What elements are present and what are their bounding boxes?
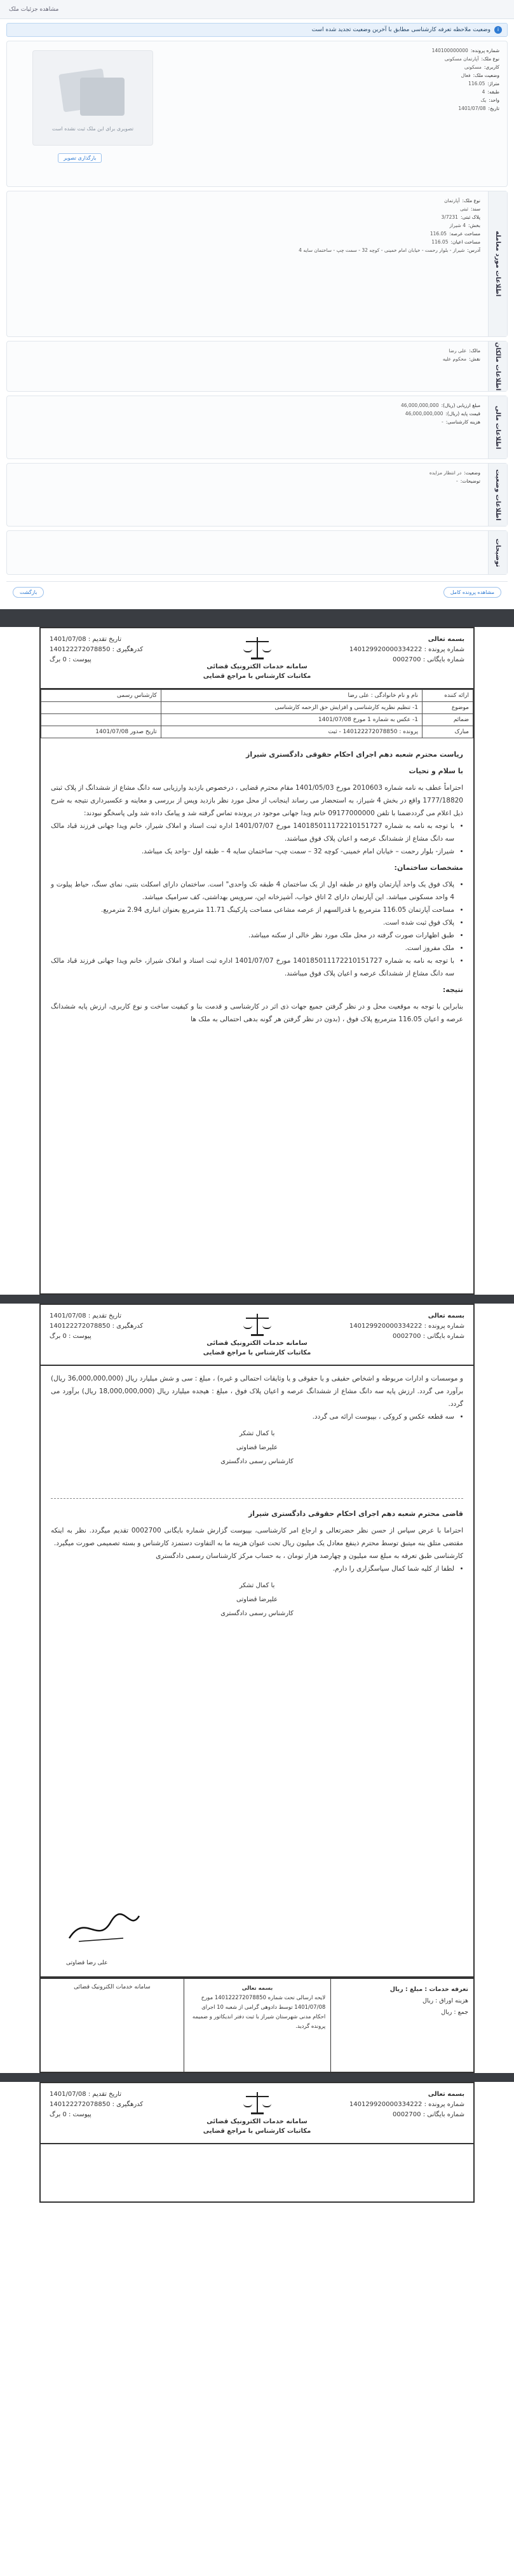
- fee-row-2: جمع : ریال: [441, 2009, 468, 2016]
- status-row: [15, 477, 480, 485]
- status-panel: [6, 463, 508, 527]
- general-value: مسکونی: [464, 64, 482, 70]
- feature-key: مساحت عرصه:: [449, 231, 480, 237]
- meta-cell: پرونده : 140122272078850 - ثبت: [161, 726, 422, 738]
- general-row: [309, 63, 499, 71]
- doc-system-name-3: سامانه خدمات الکترونیک قضائی: [206, 2118, 308, 2125]
- doc-header-3: [41, 2083, 473, 2144]
- sign-label: علی رضا قضاوتی: [66, 1960, 108, 1966]
- owner-row: [15, 347, 480, 355]
- doc-bullets-2: [51, 878, 463, 980]
- feature-value: 4 شیراز: [449, 223, 466, 228]
- fee-mid-title: بسمه تعالی: [241, 1985, 273, 1992]
- feature-value: 116.05: [431, 239, 449, 245]
- finance-key: هزینه کارشناسی:: [445, 419, 480, 425]
- general-row: [309, 71, 499, 79]
- feature-key: مساحت اعیان:: [450, 239, 480, 245]
- sig-thanks: با کمال تشکر: [239, 1430, 275, 1437]
- desc-panel: [6, 530, 508, 575]
- divider: [51, 1498, 463, 1499]
- feature-row: [15, 238, 480, 246]
- general-value: یک: [480, 97, 487, 103]
- doc-correspondence: مکاتبات کارشناس با مراجع قضایی: [203, 673, 311, 680]
- finance-value: -: [442, 419, 443, 425]
- doc-archive-number: شماره بایگانی : 0002700: [392, 656, 464, 663]
- doc-bismillah-3: بسمه تعالی: [428, 2091, 464, 2098]
- finance-key: مبلغ ارزیابی (ریال):: [441, 403, 480, 408]
- doc-attachments-3: پیوست : 0 برگ: [50, 2111, 91, 2118]
- feature-value: شیراز - بلوار رحمت - خیابان امام خمینی - کوچه 32 - سمت چپ - ساختمان سایه 4: [299, 247, 465, 253]
- doc-system-name: سامانه خدمات الکترونیک قضائی: [206, 663, 308, 670]
- fee-strip: [39, 1978, 475, 2073]
- status-value: در انتظار مزایده: [429, 470, 462, 476]
- finance-label: اطلاعات مالی: [488, 396, 507, 458]
- doc-system-name-2: سامانه خدمات الکترونیک قضائی: [206, 1340, 308, 1347]
- doc-bismillah: بسمه تعالی: [428, 636, 464, 643]
- owner-row: [15, 355, 480, 363]
- signature-image: [66, 1906, 142, 1951]
- feature-value: 116.05: [429, 231, 447, 237]
- doc-tracking-code-2: کدرهگیری : 140122272078850: [50, 1323, 144, 1330]
- general-value: 4: [482, 89, 485, 95]
- meta-cell: 1- عکس به شماره 1 مورخ 1401/07/08: [161, 714, 422, 726]
- meta-cell: [41, 702, 161, 714]
- owners-label: اطلاعات مالکان: [488, 341, 507, 391]
- page-gap-2: [0, 2073, 514, 2082]
- general-row: [309, 79, 499, 88]
- feature-key: سند:: [470, 206, 480, 212]
- document-page-3: [39, 2082, 475, 2203]
- desc-label: توضیحات: [488, 531, 507, 574]
- doc-bullet: • شیراز- بلوار رحمت – خیابان امام خمینی- کوچه 32 – سمت چپ- ساختمان سایه 4 – طبقه اول –واحد یک میباشد.: [51, 845, 454, 858]
- doc-specs-title: مشخصات ساختمان:: [394, 864, 463, 872]
- sig2-role: کارشناس رسمی دادگستری: [220, 1610, 294, 1617]
- feature-key: آدرس:: [467, 247, 480, 253]
- doc-correspondence-2: مکاتبات کارشناس با مراجع قضایی: [203, 1349, 311, 1356]
- justice-scale-icon: [243, 2090, 271, 2115]
- status-row: [15, 469, 480, 477]
- feature-key: پلاک ثبتی:: [460, 214, 480, 220]
- doc-para-2b: کارشناسی طبق تعرفه به مبلغ سه میلیون و چهارصد هزار تومان ، به حساب مرکز کارشناسان رسمی دادگستری: [156, 1552, 463, 1560]
- document-page-2: [39, 1304, 475, 1978]
- doc-para-2: احتراما با عرض سپاس از حسن نظر حضرتعالی و ارجاع امر کارشناسی، بپیوست گزارش شماره بایگانی 0002700 تقدیم میگردد. نظر به اینکه مقتضی متلق بنه میتبق توسط محترم ذینفع معادل یک میلیون ریال تحت عنوان هزینه ما به التفاوت دستمزد کارشناس و بسته تصمیمی صورت میگیرد.: [51, 1527, 463, 1547]
- doc-submit-date: تاریخ تقدیم : 1401/07/08: [50, 636, 121, 643]
- general-value: 1401/07/08: [458, 106, 486, 111]
- meta-cell: کارشناس رسمی: [41, 690, 161, 702]
- doc-greeting: با سلام و تحیات: [409, 767, 463, 775]
- doc-header: [41, 628, 473, 689]
- doc-file-number-2: شماره پرونده : 140129920000334222: [349, 1323, 464, 1330]
- general-value: آپارتمان مسکونی: [444, 56, 479, 62]
- sig-role: کارشناس رسمی دادگستری: [220, 1458, 294, 1465]
- print-button[interactable]: مشاهده پرونده کامل: [443, 587, 501, 598]
- owner-key: نقش:: [469, 356, 480, 362]
- finance-key: قیمت پایه (ریال):: [445, 411, 480, 417]
- feature-row: [15, 230, 480, 238]
- fee-mid-text: لایحه ارسالی تحت شماره 140122272078850 مورخ 1401/07/08 توسط دادوهی گرامی از شعبه 10 اجرای احکام مدنی شهرستان شیراز با ثبت دفتر اندیکاتور و ضمیمه پرونده گردید.: [192, 1995, 326, 2030]
- document-page-1: [39, 627, 475, 1295]
- general-row: [309, 88, 499, 96]
- finance-row: [15, 410, 480, 418]
- doc-tracking-code-3: کدرهگیری : 140122272078850: [50, 2101, 144, 2108]
- finance-panel: [6, 396, 508, 459]
- general-key: تاریخ:: [488, 106, 499, 111]
- doc-page2-bullet: • سه قطعه عکس و کروکی ، بپیوست ارائه می گردد.: [51, 1410, 454, 1423]
- image-placeholder-icon: [55, 65, 131, 122]
- doc-bullet: • پلاک فوق ثبت شده است.: [51, 916, 454, 929]
- features-rows: [15, 196, 480, 254]
- finance-value: 46,000,000,000: [405, 411, 443, 417]
- doc-archive-number-2: شماره بایگانی : 0002700: [392, 1333, 464, 1340]
- image-caption: تصویری برای این ملک ثبت نشده است: [51, 125, 134, 132]
- doc-file-number-3: شماره پرونده : 140129920000334222: [349, 2101, 464, 2108]
- doc-para-1: احتراماً عطف به نامه شماره 2010603 مورخ 1401/05/03 مقام محترم قضایی ، درخصوص بازدید وارزیابی سه دانگ مشاع از ششدانگ از پلاک ثبتی 1777/18820 واقع در بخش 4 شیراز، به استحضار می رساند اینجانب از محل مورد نظر بازدید وپس از بررسی و معاینه و عکسبرداری نتیجه به شرح ذیل اعلام می گرددضمنا با تلفن 09177000000 خانم ویدا جهانی موجود در پرونده تماس گرفته شد و پیامک داده شد ولی پاسخگو نبودند:: [51, 784, 464, 817]
- doc-page2-para: و موسسات و ادارات مربوطه و اشخاص حقیقی و یا حقوقی و یا وثایقات احتمالی و غیره) ، مبلغ : سی و شش میلیارد ریال (36,000,000,000 ریال) برآورد می گردد. ارزش پایه سه دانگ مشاع از ششدانگ عرصه و اعیان پلاک فوق ، مبلغ : هیجده میلیارد ریال (18,000,000,000 ریال) برآورد می گردد.: [51, 1375, 463, 1408]
- general-key: طبقه:: [487, 89, 499, 95]
- doc-bullet: • طبق اظهارات صورت گرفته در محل ملک مورد نظر خالی از سکنه میباشد.: [51, 929, 454, 942]
- feature-value: آپارتمان: [444, 198, 460, 203]
- feature-row: [15, 246, 480, 254]
- feature-row: [15, 213, 480, 221]
- feature-key: بخش:: [468, 223, 480, 228]
- general-row: [309, 46, 499, 55]
- general-value: 140100000000: [431, 48, 468, 53]
- general-key: نوع ملک:: [481, 56, 499, 62]
- feature-row: [15, 205, 480, 213]
- upload-image-button[interactable]: بارگذاری تصویر: [58, 153, 102, 163]
- doc-title: ریاست محترم شعبه دهم اجرای احکام حقوقی دادگستری شیراز: [246, 750, 463, 759]
- feature-value: ثبتی: [460, 206, 468, 212]
- doc-attachments: پیوست : 0 برگ: [50, 656, 91, 663]
- general-key: وضعیت ملک:: [473, 72, 499, 78]
- doc-header-2: [41, 1305, 473, 1366]
- status-value: -: [456, 478, 458, 484]
- meta-cell: نام و نام خانوادگی : علی رضا: [161, 690, 422, 702]
- doc-bullets-1: [51, 820, 463, 858]
- meta-row: [41, 690, 473, 702]
- sig2-thanks: با کمال تشکر: [239, 1582, 275, 1589]
- doc-bullet: • ملک مفروز است.: [51, 942, 454, 954]
- doc-file-number: شماره پرونده : 140129920000334222: [349, 646, 464, 653]
- general-key: کاربری:: [484, 64, 499, 70]
- general-key: شماره پرونده:: [470, 48, 499, 53]
- top-bar: [0, 0, 514, 19]
- general-row: [309, 96, 499, 104]
- features-label: اطلاعات مورد معامله: [488, 191, 507, 336]
- feature-row: [15, 196, 480, 205]
- doc-bullet: • مساحت آپارتمان 116.05 مترمربع با قدرالسهم از عرصه مشاعی مساحت پارکینگ 11.71 مترمربع بعنوان انباری 2.94 مترمربع.: [51, 904, 454, 916]
- general-rows: [309, 46, 499, 113]
- meta-row: [41, 714, 473, 726]
- footer-bar: [6, 581, 508, 603]
- meta-cell: موضوع: [423, 702, 473, 714]
- image-placeholder: [32, 50, 153, 146]
- fee-title: تعرفه خدمات : مبلغ : ریال: [389, 1986, 468, 1993]
- owner-value: محکوم علیه: [442, 356, 467, 362]
- back-button[interactable]: بازگشت: [13, 587, 44, 598]
- doc-submit-date-2: تاریخ تقدیم : 1401/07/08: [50, 1312, 121, 1319]
- alert-text: وضعیت ملاحظه تعرفه کارشناسی مطابق با آخرین وضعیت تجدید شده است: [311, 27, 490, 33]
- owner-key: مالک:: [469, 348, 480, 354]
- doc-title-2: قاضی محترم شعبه دهم اجرای احکام حقوقی دادگستری شیراز: [248, 1510, 463, 1518]
- fee-sys: سامانه خدمات الکترونیک قضائی: [74, 1984, 151, 1990]
- doc-tracking-code: کدرهگیری : 140122272078850: [50, 646, 144, 653]
- meta-cell: [41, 714, 161, 726]
- status-key: توضیحات:: [460, 478, 480, 484]
- doc-attachments-2: پیوست : 0 برگ: [50, 1333, 91, 1340]
- general-key: واحد:: [489, 97, 499, 103]
- info-icon: i: [494, 26, 502, 34]
- page-gap-1: [0, 1295, 514, 1304]
- finance-rows: [15, 401, 480, 426]
- meta-row: [41, 702, 473, 714]
- page-title: مشاهده جزئیات ملک: [9, 6, 59, 13]
- justice-scale-icon: [243, 1311, 271, 1337]
- doc-bullet: • با توجه به نامه به شماره 140185011172210151727 مورخ 1401/07/07 اداره ثبت اسناد و املاک شیراز، خانم ویدا جهانی فرزند قباد مالک سه دانگ مشاع از ششدانگ عرصه و اعیان پلاک فوق میباشند.: [51, 954, 454, 980]
- general-panel: [6, 41, 508, 187]
- general-key: متراژ:: [487, 81, 499, 86]
- owners-panel: [6, 341, 508, 392]
- sig-name: علیرضا قضاوتی: [236, 1444, 278, 1451]
- meta-cell: مبارک: [423, 726, 473, 738]
- general-row: [309, 55, 499, 63]
- meta-row: [41, 726, 473, 738]
- features-panel: [6, 191, 508, 337]
- meta-cell: 1- تنظیم نظریه کارشناسی و افزایش حق الزحمه کارشناسی: [161, 702, 422, 714]
- doc-bullet: • پلاک فوق یک واحد آپارتمان واقع در طبقه اول از یک ساختمان 4 طبقه تک واحدی" است. ساختمان دارای اسکلت بتنی، نمای سنگ، حیاط پیلوت و 4 واحد مسکونی میباشد. این آپارتمان دارای 2 اتاق خواب، آشپزخانه اپن، سرویس بهداشتی، کف سرامیک میباشد.: [51, 878, 454, 904]
- general-value: 116.05: [468, 81, 485, 86]
- sig2-name: علیرضا قضاوتی: [236, 1596, 278, 1603]
- status-rows: [15, 469, 480, 485]
- general-value: فعال: [461, 72, 471, 78]
- general-row: [309, 104, 499, 113]
- doc-submit-date-3: تاریخ تقدیم : 1401/07/08: [50, 2091, 121, 2098]
- doc-meta-table: [41, 689, 473, 738]
- status-label: اطلاعات وضعیت: [488, 464, 507, 526]
- doc-archive-number-3: شماره بایگانی : 0002700: [392, 2111, 464, 2118]
- doc-bismillah-2: بسمه تعالی: [428, 1312, 464, 1319]
- owner-value: علی رضا: [449, 348, 467, 354]
- info-alert: [6, 23, 508, 37]
- feature-row: [15, 221, 480, 230]
- viewer-gap: [0, 609, 514, 627]
- doc-result-title: نتیجه:: [442, 986, 463, 994]
- doc-bullet: • با توجه به نامه به شماره 140185011172210151727 مورخ 1401/07/07 اداره ثبت اسناد و املاک شیراز، خانم ویدا جهانی فرزند قباد مالک سه دانگ مشاع از ششدانگ عرصه و اعیان پلاک فوق میباشند.: [51, 820, 454, 845]
- doc-correspondence-3: مکاتبات کارشناس با مراجع قضایی: [203, 2128, 311, 2135]
- owners-rows: [15, 347, 480, 363]
- meta-cell: ضمائم: [423, 714, 473, 726]
- finance-row: [15, 401, 480, 410]
- finance-value: 46,000,000,000: [400, 403, 439, 408]
- meta-cell: ارائه کننده: [423, 690, 473, 702]
- status-key: وضعیت:: [464, 470, 480, 476]
- feature-value: 3/7231: [441, 214, 458, 220]
- finance-row: [15, 418, 480, 426]
- feature-key: نوع ملک:: [462, 198, 480, 203]
- justice-scale-icon: [243, 635, 271, 660]
- meta-cell: تاریخ صدور 1401/07/08: [41, 726, 161, 738]
- doc-request: • لطفا از کلیه شما کمال سپاسگزاری را دارم.: [51, 1562, 454, 1575]
- fee-row-1: هزینه اوراق : ریال: [423, 1997, 468, 2004]
- doc-result-para: بنابراین با توجه به موقعیت محل و در نظر گرفتن جمیع جهات ذی اثر در کارشناسی و قدمت بنا و کیفیت ساخت و نوع کاربری، ارزش پایه ششدانگ عرصه و اعیان 116.05 مترمربع پلاک فوق ، (بدون در نظر گرفتن هر گونه بدهی احتمالی به ملک ها: [51, 1003, 463, 1023]
